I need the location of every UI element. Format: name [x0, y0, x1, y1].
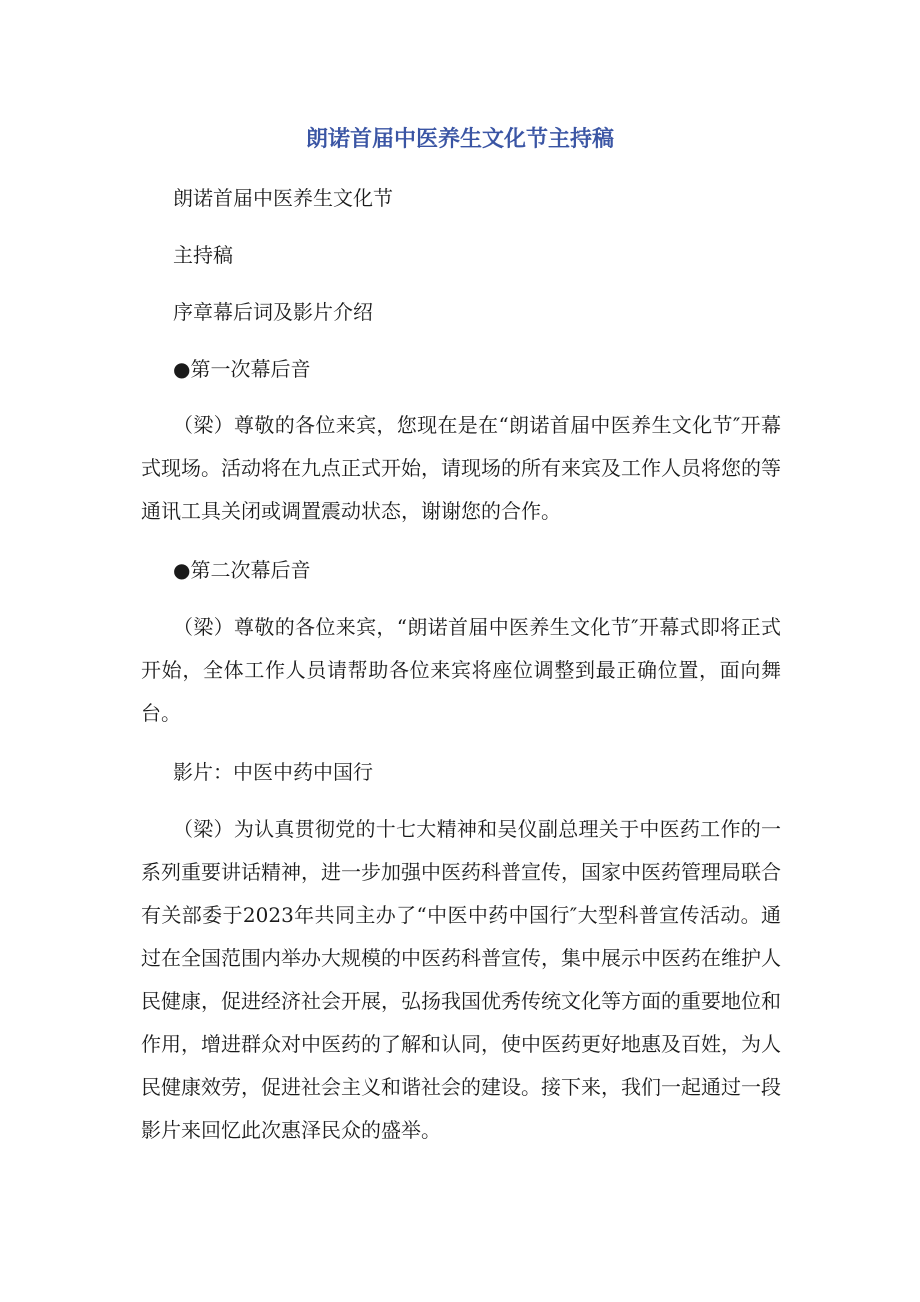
film-heading: 影片：中医中药中国行 — [173, 760, 373, 784]
second-offstage-heading: ●第二次幕后音 — [173, 558, 311, 582]
prologue-heading: 序章幕后词及影片介绍 — [173, 300, 373, 324]
paragraph-first-announcement: （梁）尊敬的各位来宾，您现在是在“朗诺首届中医养生文化节″开幕式现场。活动将在九点正式开始，请现场的所有来宾及工作人员将您的等通讯工具关闭或调置震动状态，谢谢您的合作。 — [141, 413, 781, 523]
first-offstage-heading: ●第一次幕后音 — [173, 357, 311, 381]
paragraph-film-intro: （梁）为认真贯彻党的十七大精神和吴仪副总理关于中医药工作的一系列重要讲话精神，进一步加强中医药科普宣传，国家中医药管理局联合有关部委于2023年共同主办了“中医中药中国行″大型科普宣传活动。通过在全国范围内举办大规模的中医药科普宣传，集中展示中医药在维护人民健康，促进经济社会开展，弘扬我国优秀传统文化等方面的重要地位和作用，增进群众对中医药的了解和认同，使中医药更好地惠及百姓，为人民健康效劳，促进社会主义和谐社会的建设。接下来，我们一起通过一段影片来回忆此次惠泽民众的盛举。 — [141, 817, 781, 1142]
subtitle-line: 朗诺首届中医养生文化节 — [173, 186, 393, 210]
paragraph-second-announcement: （梁）尊敬的各位来宾，“朗诺首届中医养生文化节″开幕式即将正式开始，全体工作人员请帮助各位来宾将座位调整到最正确位置，面向舞台。 — [141, 615, 781, 725]
host-script-label: 主持稿 — [173, 243, 233, 267]
document-title: 朗诺首届中医养生文化节主持稿 — [305, 127, 614, 152]
